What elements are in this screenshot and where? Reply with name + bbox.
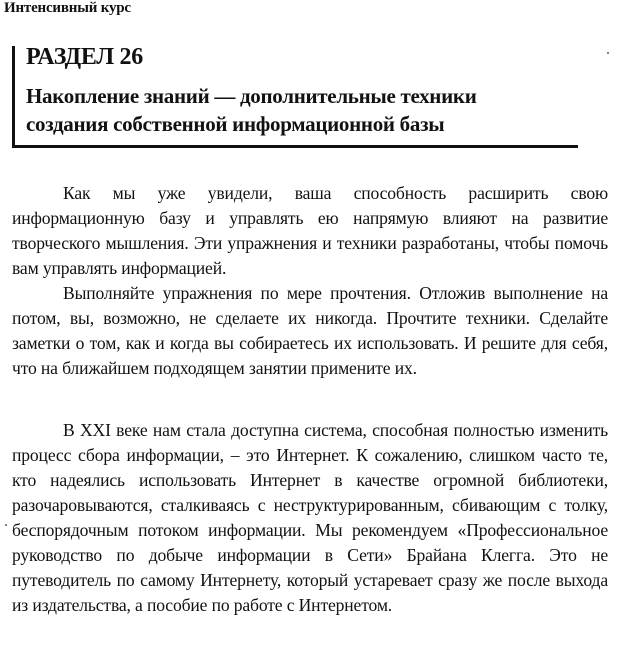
scan-speck [607, 52, 609, 54]
paragraph-1-text: Как мы уже увидели, ваша способность расширить свою информационную базу и управлять ею напрямую влияют на развитие творческого мышления. Эти упражнения и техники разработаны, чтобы помочь вам управлять информацией. [12, 183, 608, 278]
section-rule-left [12, 46, 15, 148]
paragraph-2-text: Выполняйте упражнения по мере прочтения. Отложив выполнение на потом, вы, возможно, не сделаете их никогда. Прочтите техники. Сделайте заметки о том, как и когда вы собираетесь их использовать. И решите для себя, что на ближайшем подходящем занятии примените их. [12, 283, 608, 378]
paragraph-3 [12, 418, 608, 618]
paragraph-2 [12, 281, 608, 381]
section-title [26, 82, 578, 138]
section-rule-bottom [12, 145, 578, 148]
section-header [12, 44, 578, 148]
section-label: РАЗДЕЛ 26 [26, 44, 143, 70]
running-head: Интенсивный курс [4, 0, 131, 16]
paragraph-3-text: В XXI веке нам стала доступна система, способная полностью изменить процесс сбора информации, – это Интернет. К сожалению, слишком часто те, кто надеялись использовать Интернет в качестве огромной библиотеки, разочаровываются, сталкиваясь с неструктурированным, сбивающим с толку, беспорядочным потоком информации. Мы рекомендуем «Профессиональное руководство по добыче информации в Сети» Брайана Клегга. Это не путеводитель по самому Интернету, который устаревает сразу же после выхода из издательства, а пособие по работе с Интернетом. [12, 420, 608, 615]
paragraph-1 [12, 181, 608, 281]
section-title-line-1: Накопление знаний — дополнительные техники [26, 84, 477, 108]
section-title-line-2: создания собственной информационной базы [26, 112, 445, 136]
scan-speck [5, 524, 7, 526]
